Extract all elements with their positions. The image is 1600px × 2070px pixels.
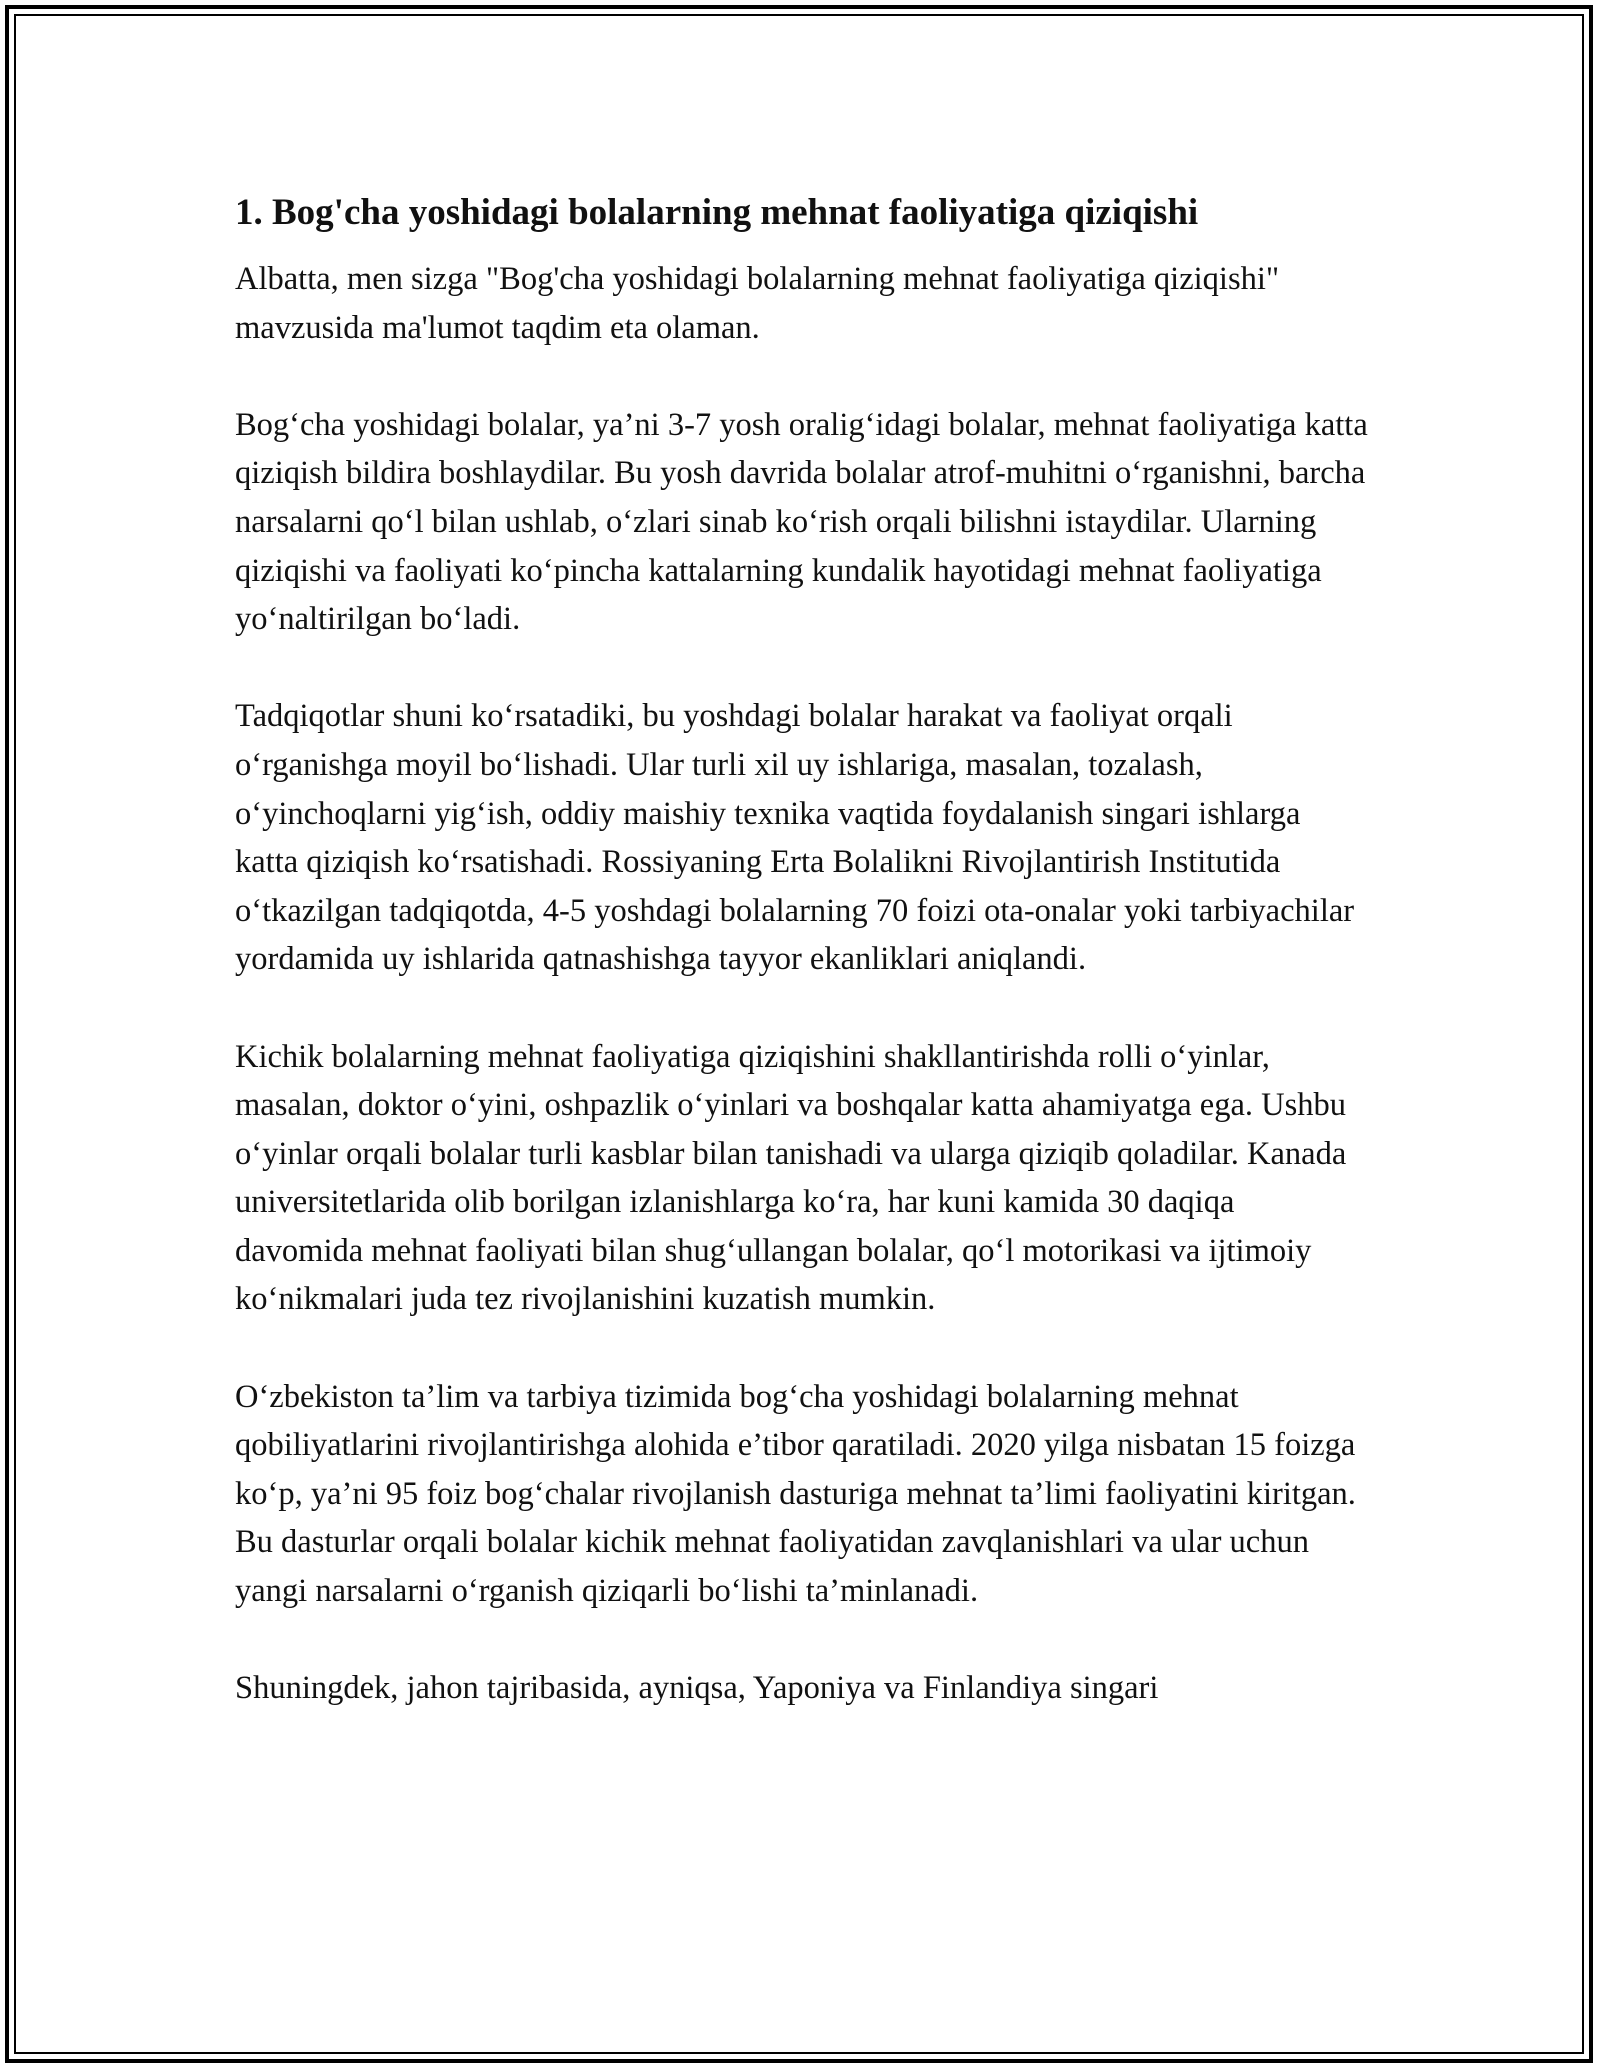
document-body	[235, 183, 1370, 1761]
paragraph-intro: Albatta, men sizga "Bog'cha yoshidagi bolalarning mehnat faoliyatiga qiziqishi" mavzusida ma'lumot taqdim eta olaman.	[235, 261, 1280, 346]
paragraph-research: Tadqiqotlar shuni ko‘rsatadiki, bu yoshdagi bolalar harakat va faoliyat orqali o‘rganishga moyil bo‘lishadi. Ular turli xil uy ishlariga, masalan, tozalash, o‘yinchoqlarni yig‘ish, oddiy maishiy texnika vaqtida foydalanish singari ishlarga katta qiziqish ko‘rsatishadi. Rossiyaning Erta Bolalikni Rivojlantirish Institutida o‘tkazilgan tadqiqotda, 4-5 yoshdagi bolalarning 70 foizi ota-onalar yoki tarbiyachilar yordamida uy ishlarida qatnashishga tayyor ekanliklari aniqlandi.	[235, 698, 1355, 978]
paragraph-world-experience: Shuningdek, jahon tajribasida, ayniqsa, Yaponiya va Finlandiya singari	[235, 1670, 1159, 1707]
paragraph-age-interest: Bog‘cha yoshidagi bolalar, ya’ni 3-7 yosh oralig‘idagi bolalar, mehnat faoliyatiga katta qiziqish bildira boshlaydilar. Bu yosh davrida bolalar atrof-muhitni o‘rganishni, barcha narsalarni qo‘l bilan ushlab, o‘zlari sinab ko‘rish orqali bilishni istaydilar. Ularning qiziqishi va faoliyati ko‘pincha kattalarning kundalik hayotidagi mehnat faoliyatiga yo‘naltirilgan bo‘ladi.	[235, 406, 1368, 638]
paragraph-role-play: Kichik bolalarning mehnat faoliyatiga qiziqishini shakllantirishda rolli o‘yinlar, masalan, doktor o‘yini, oshpazlik o‘yinlari va boshqalar katta ahamiyatga ega. Ushbu o‘yinlar orqali bolalar turli kasblar bilan tanishadi va ularga qiziqib qoladilar. Kanada universitetlarida olib borilgan izlanishlarga ko‘ra, har kuni kamida 30 daqiqa davomida mehnat faoliyati bilan shug‘ullangan bolalar, qo‘l motorikasi va ijtimoiy ko‘nikmalari juda tez rivojlanishini kuzatish mumkin.	[235, 1038, 1347, 1318]
paragraph-uzbekistan: O‘zbekiston ta’lim va tarbiya tizimida bog‘cha yoshidagi bolalarning mehnat qobiliyatlarini rivojlantirishga alohida e’tibor qaratiladi. 2020 yilga nisbatan 15 foizga ko‘p, ya’ni 95 foiz bog‘chalar rivojlanish dasturiga mehnat ta’limi faoliyatini kiritgan. Bu dasturlar orqali bolalar kichik mehnat faoliyatidan zavqlanishlari va ular uchun yangi narsalarni o‘rganish qiziqarli bo‘lishi ta’minlanadi.	[235, 1378, 1356, 1610]
section-heading: 1. Bog'cha yoshidagi bolalarning mehnat faoliyatiga qiziqishi	[235, 192, 1199, 233]
